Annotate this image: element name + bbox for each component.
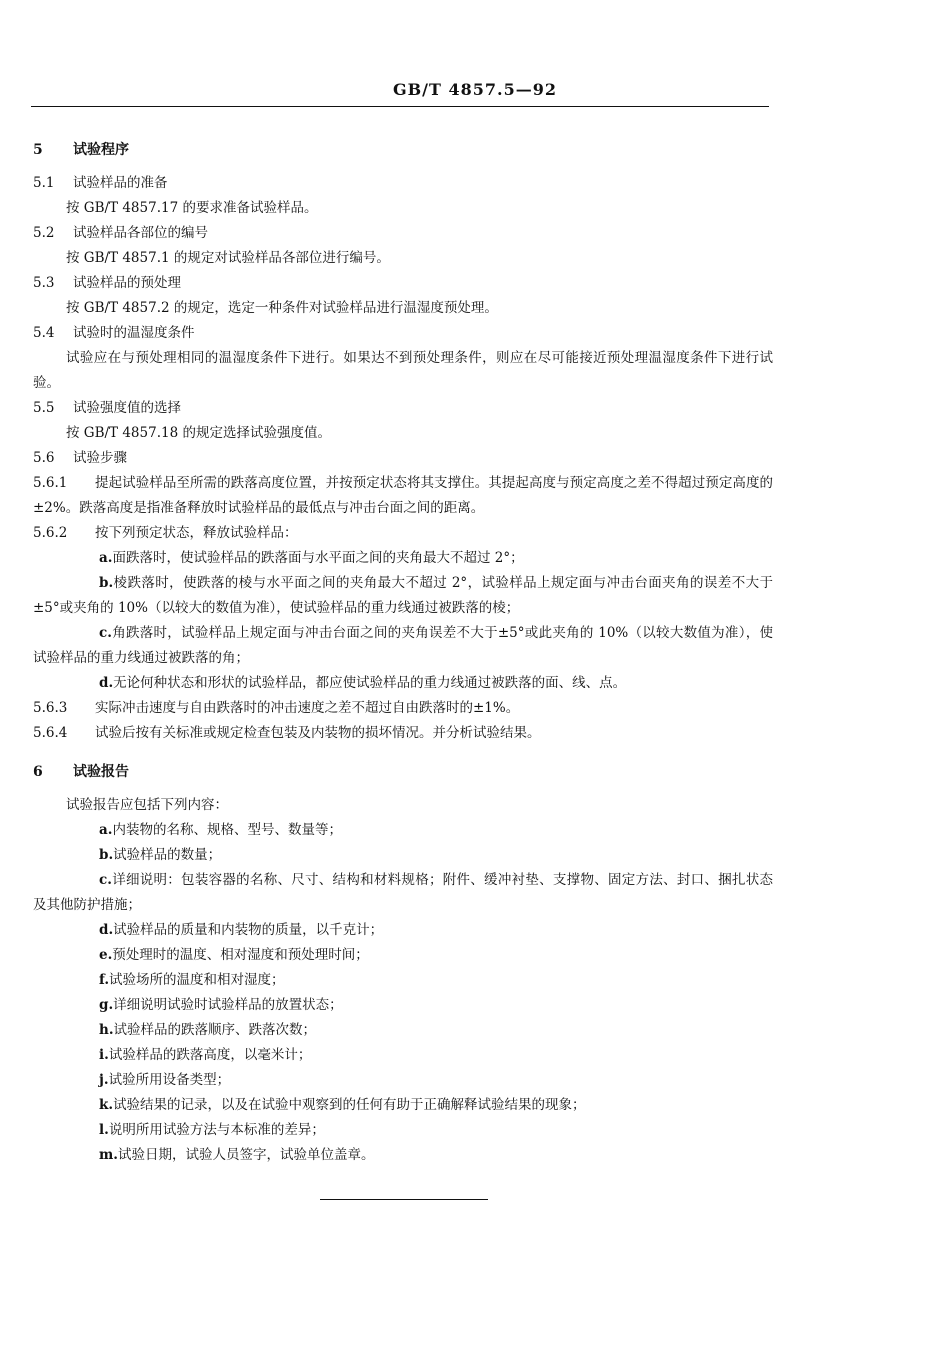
- item-label: b.: [99, 847, 114, 863]
- list-item: [33, 621, 773, 671]
- list-item: [33, 943, 773, 968]
- clause-number: 5.6: [33, 450, 55, 466]
- item-label: j.: [99, 1072, 109, 1088]
- clause-5-6-4: [33, 721, 773, 746]
- clause-number: 5.5: [33, 400, 55, 416]
- item-label: b.: [99, 575, 114, 591]
- item-label: i.: [99, 1047, 109, 1063]
- item-text: 角跌落时，试验样品上规定面与冲击台面之间的夹角误差不大于±5°或此夹角的 10%（以较大数值为准），使试验样品的重力线通过被跌落的角；: [33, 625, 773, 666]
- item-text: 试验样品的质量和内装物的质量，以千克计；: [113, 922, 384, 938]
- clause-title: 试验强度值的选择: [73, 400, 181, 416]
- clause-number: 5.2: [33, 225, 55, 241]
- item-label: f.: [99, 972, 110, 988]
- clause-5-2-heading: [33, 221, 773, 246]
- clause-5-4-text: 试验应在与预处理相同的温湿度条件下进行。如果达不到预处理条件，则应在尽可能接近预处理温湿度条件下进行试验。: [33, 350, 773, 391]
- end-of-document-rule: [320, 1199, 488, 1200]
- item-label: h.: [99, 1022, 114, 1038]
- item-text: 内装物的名称、规格、型号、数量等；: [112, 822, 342, 838]
- section-title: 试验程序: [73, 142, 129, 158]
- list-item: [33, 1143, 773, 1168]
- item-text: 试验样品的数量；: [113, 847, 222, 863]
- list-item: [33, 993, 773, 1018]
- standard-code-header: GB/T 4857.5—92: [392, 80, 557, 99]
- item-text: 试验场所的温度和相对湿度；: [109, 972, 285, 988]
- clause-5-6-heading: [33, 446, 773, 471]
- clause-title: 试验时的温湿度条件: [73, 325, 195, 341]
- item-text: 预处理时的温度、相对湿度和预处理时间；: [112, 947, 369, 963]
- clause-number: 5.1: [33, 175, 55, 191]
- section-6-heading: [33, 760, 773, 785]
- clause-5-1-heading: [33, 171, 773, 196]
- item-text: 无论何种状态和形状的试验样品，都应使试验样品的重力线通过被跌落的面、线、点。: [113, 675, 627, 691]
- clause-number: 5.4: [33, 325, 55, 341]
- item-text: 试验所用设备类型；: [108, 1072, 231, 1088]
- document-body: [33, 138, 773, 1168]
- item-text: 棱跌落时，使跌落的棱与水平面之间的夹角最大不超过 2°，试验样品上规定面与冲击台面夹角的误差不大于±5°或夹角的 10%（以较大的数值为准），使试验样品的重力线通过被跌落的棱；: [33, 575, 773, 616]
- item-text: 试验结果的记录，以及在试验中观察到的任何有助于正确解释试验结果的现象；: [113, 1097, 586, 1113]
- item-label: c.: [99, 872, 112, 888]
- clause-5-4-heading: [33, 321, 773, 346]
- item-label: a.: [99, 550, 113, 566]
- item-label: m.: [99, 1147, 118, 1163]
- list-item: [33, 918, 773, 943]
- item-text: 面跌落时，使试验样品的跌落面与水平面之间的夹角最大不超过 2°；: [112, 550, 524, 566]
- clause-number: 5.6.1: [33, 475, 68, 491]
- item-label: c.: [99, 625, 112, 641]
- list-item: [33, 1093, 773, 1118]
- list-item: [33, 571, 773, 621]
- item-label: a.: [99, 822, 113, 838]
- clause-number: 5.6.2: [33, 525, 68, 541]
- list-item: [33, 1018, 773, 1043]
- clause-number: 5.3: [33, 275, 55, 291]
- clause-text: 试验后按有关标准或规定检查包装及内装物的损坏情况。并分析试验结果。: [95, 725, 541, 741]
- clause-5-6-3: [33, 696, 773, 721]
- item-text: 说明所用试验方法与本标准的差异；: [108, 1122, 325, 1138]
- item-text: 试验样品的跌落顺序、跌落次数；: [113, 1022, 317, 1038]
- item-text: 详细说明：包装容器的名称、尺寸、结构和材料规格；附件、缓冲衬垫、支撑物、固定方法、封口、捆扎状态及其他防护措施；: [33, 872, 773, 913]
- item-text: 详细说明试验时试验样品的放置状态；: [113, 997, 343, 1013]
- list-item: [33, 868, 773, 918]
- item-text: 试验样品的跌落高度，以毫米计；: [108, 1047, 312, 1063]
- clause-title: 试验样品的预处理: [73, 275, 181, 291]
- list-item: [33, 818, 773, 843]
- list-item: [33, 1043, 773, 1068]
- list-item: [33, 546, 773, 571]
- item-label: e.: [99, 947, 113, 963]
- section-number: 6: [33, 764, 43, 780]
- section-gap: [33, 746, 773, 756]
- item-label: d.: [99, 675, 114, 691]
- list-item: [33, 1118, 773, 1143]
- item-label: g.: [99, 997, 114, 1013]
- list-item: [33, 671, 773, 696]
- clause-5-6-1: [33, 471, 773, 521]
- list-item: [33, 968, 773, 993]
- header-rule: [31, 106, 769, 107]
- item-label: k.: [99, 1097, 114, 1113]
- clause-5-1-text: 按 GB/T 4857.17 的要求准备试验样品。: [66, 200, 318, 216]
- clause-5-3-heading: [33, 271, 773, 296]
- clause-text: 提起试验样品至所需的跌落高度位置，并按预定状态将其支撑住。其提起高度与预定高度之差不得超过预定高度的±2%。跌落高度是指准备释放时试验样品的最低点与冲击台面之间的距离。: [33, 475, 773, 516]
- clause-title: 试验样品的准备: [73, 175, 168, 191]
- clause-5-6-2: [33, 521, 773, 546]
- list-item: [33, 1068, 773, 1093]
- clause-number: 5.6.3: [33, 700, 68, 716]
- clause-5-2-text: 按 GB/T 4857.1 的规定对试验样品各部位进行编号。: [66, 250, 390, 266]
- clause-5-5-heading: [33, 396, 773, 421]
- clause-number: 5.6.4: [33, 725, 68, 741]
- clause-title: 试验步骤: [73, 450, 127, 466]
- item-text: 试验日期，试验人员签字，试验单位盖章。: [117, 1147, 375, 1163]
- list-item: [33, 843, 773, 868]
- clause-title: 试验样品各部位的编号: [73, 225, 208, 241]
- clause-text: 按下列预定状态，释放试验样品：: [95, 525, 298, 541]
- clause-text: 实际冲击速度与自由跌落时的冲击速度之差不超过自由跌落时的±1%。: [95, 700, 520, 716]
- clause-5-3-text: 按 GB/T 4857.2 的规定，选定一种条件对试验样品进行温湿度预处理。: [66, 300, 498, 316]
- section-6-intro: 试验报告应包括下列内容：: [66, 797, 228, 813]
- clause-5-5-text: 按 GB/T 4857.18 的规定选择试验强度值。: [66, 425, 331, 441]
- item-label: d.: [99, 922, 114, 938]
- section-title: 试验报告: [73, 764, 129, 780]
- section-5-heading: [33, 138, 773, 163]
- section-number: 5: [33, 142, 43, 158]
- item-label: l.: [99, 1122, 109, 1138]
